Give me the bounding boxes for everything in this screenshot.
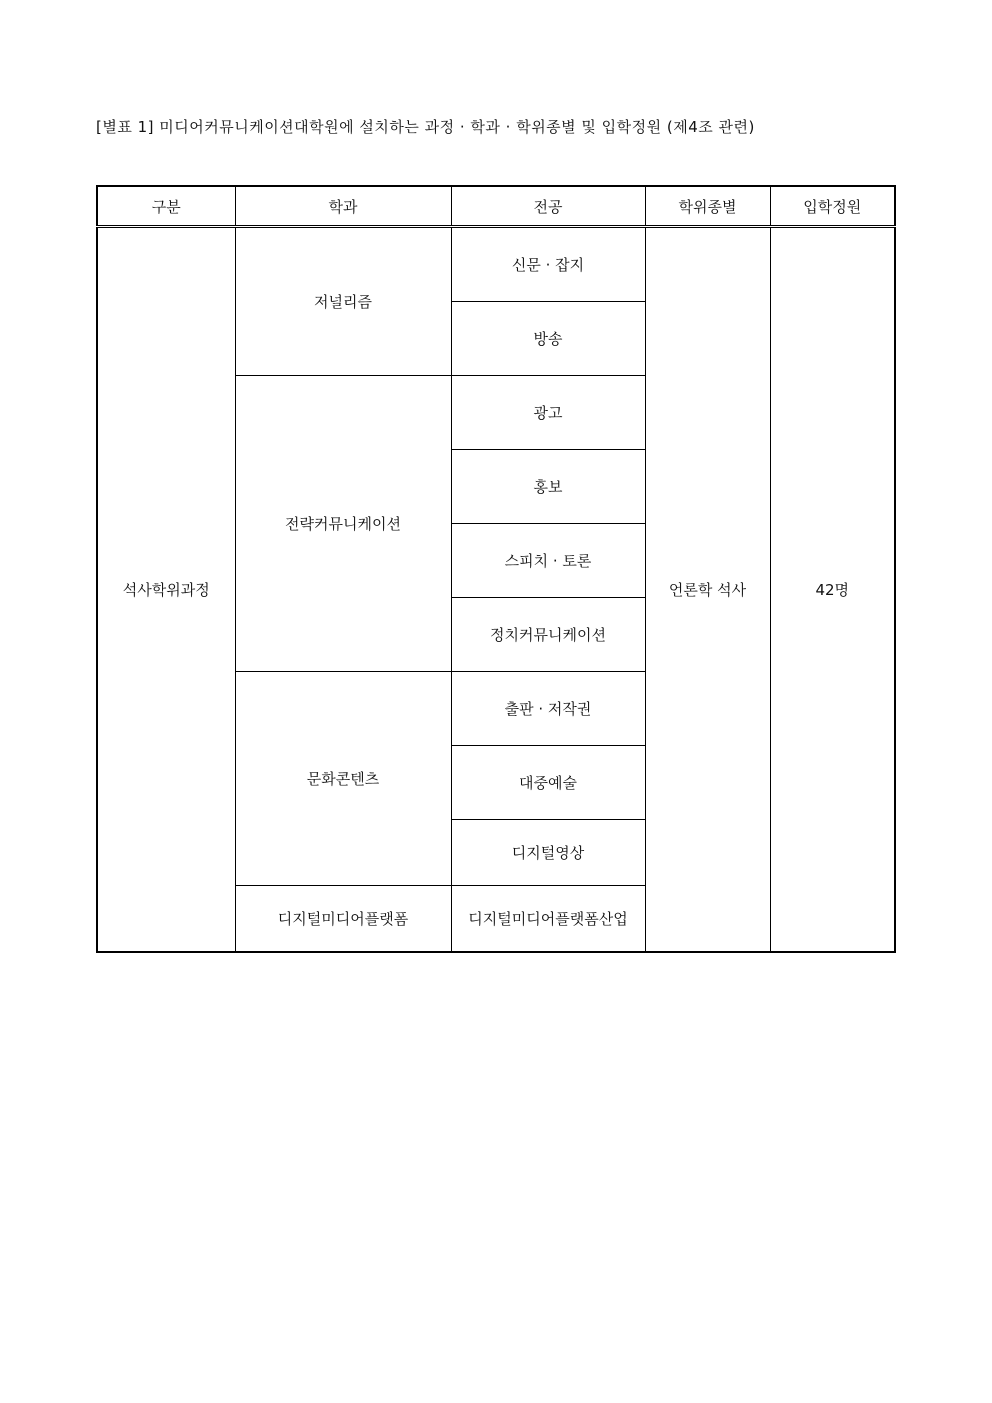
department-cell: 저널리즘: [235, 227, 451, 376]
major-cell: 스피치 · 토론: [451, 524, 645, 598]
table-row: [97, 227, 895, 302]
header-quota: 입학정원: [770, 186, 895, 227]
major-cell: 광고: [451, 376, 645, 450]
department-cell: 문화콘텐츠: [235, 672, 451, 886]
major-cell: 정치커뮤니케이션: [451, 598, 645, 672]
department-cell: 전략커뮤니케이션: [235, 376, 451, 672]
major-cell: 홍보: [451, 450, 645, 524]
header-major: 전공: [451, 186, 645, 227]
degree-cell: 언론학 석사: [645, 227, 770, 953]
table-header-row: [97, 186, 895, 227]
major-cell: 방송: [451, 302, 645, 376]
document-title: [별표 1] 미디어커뮤니케이션대학원에 설치하는 과정 · 학과 · 학위종별 및 입학정원 (제4조 관련): [96, 118, 755, 136]
major-cell: 신문 · 잡지: [451, 227, 645, 302]
major-cell: 출판 · 저작권: [451, 672, 645, 746]
major-cell: 디지털영상: [451, 820, 645, 886]
category-cell: 석사학위과정: [97, 227, 235, 953]
header-department: 학과: [235, 186, 451, 227]
header-category: 구분: [97, 186, 235, 227]
header-degree-type: 학위종별: [645, 186, 770, 227]
department-cell: 디지털미디어플랫폼: [235, 886, 451, 953]
admission-table: [96, 185, 896, 953]
major-cell: 디지털미디어플랫폼산업: [451, 886, 645, 953]
quota-cell: 42명: [770, 227, 895, 953]
major-cell: 대중예술: [451, 746, 645, 820]
